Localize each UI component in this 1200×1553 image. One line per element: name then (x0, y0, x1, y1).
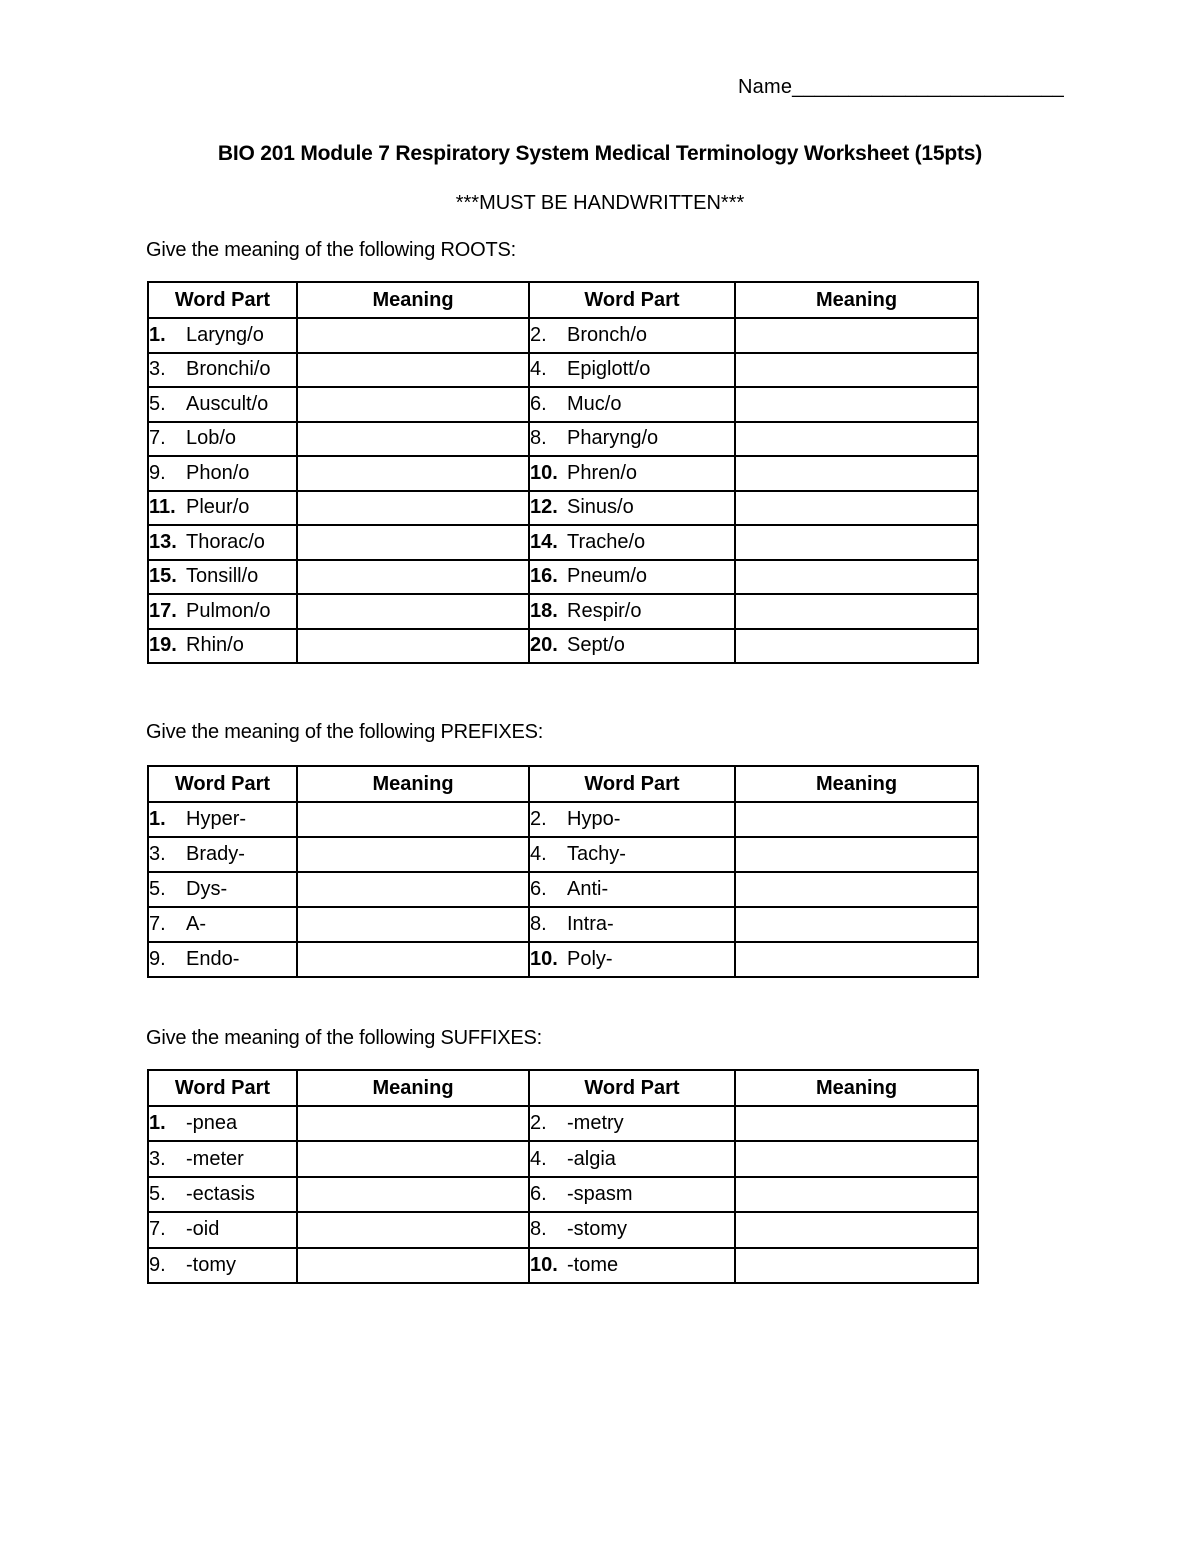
header-row (148, 282, 978, 318)
meaning-cell (297, 837, 529, 872)
meaning-cell (297, 525, 529, 560)
word-part-cell (529, 560, 735, 595)
word-part-text: Trache/o (567, 530, 646, 553)
word-part-cell (148, 837, 297, 872)
word-part-text: Poly- (567, 948, 613, 970)
row-number: 10. (530, 948, 558, 970)
row-number: 3. (149, 843, 166, 865)
meaning-cell (735, 491, 978, 526)
word-part-text: -tomy (186, 1253, 236, 1276)
meaning-cell (297, 942, 529, 977)
word-part-cell (148, 907, 297, 942)
row-number: 4. (530, 843, 547, 865)
prefixes-table (147, 765, 979, 978)
word-part-cell (148, 1248, 297, 1283)
suffixes-instruction: Give the meaning of the following SUFFIXES: (146, 1027, 543, 1049)
meaning-cell (735, 1106, 978, 1141)
word-part-cell (529, 594, 735, 629)
table-row (148, 387, 978, 422)
row-number: 7. (149, 427, 166, 450)
row-number: 11. (149, 496, 176, 519)
word-part-text: Epiglott/o (567, 358, 651, 381)
meaning-cell (297, 387, 529, 422)
column-header: Meaning (297, 282, 529, 318)
meaning-cell (297, 1177, 529, 1212)
column-header: Word Part (148, 282, 297, 318)
word-part-text: Sept/o (567, 634, 625, 657)
row-number: 6. (530, 878, 547, 900)
row-number: 1. (149, 808, 166, 830)
meaning-cell (297, 491, 529, 526)
meaning-cell (297, 318, 529, 353)
word-part-cell (529, 456, 735, 491)
column-header: Meaning (735, 766, 978, 802)
meaning-cell (735, 353, 978, 388)
word-part-cell (529, 907, 735, 942)
column-header: Word Part (529, 282, 735, 318)
word-part-text: Intra- (567, 913, 614, 935)
row-number: 3. (149, 358, 166, 381)
meaning-cell (735, 422, 978, 457)
meaning-cell (735, 1141, 978, 1176)
word-part-text: Auscult/o (186, 392, 269, 415)
word-part-cell (148, 1141, 297, 1176)
meaning-cell (297, 422, 529, 457)
table-row (148, 1106, 978, 1141)
word-part-text: Thorac/o (186, 530, 265, 553)
meaning-cell (297, 802, 529, 837)
word-part-cell (529, 491, 735, 526)
meaning-cell (297, 353, 529, 388)
word-part-text: -algia (567, 1147, 616, 1170)
table-row (148, 422, 978, 457)
name-label: Name (738, 76, 793, 98)
roots-instruction: Give the meaning of the following ROOTS: (146, 239, 516, 261)
meaning-cell (297, 456, 529, 491)
meaning-cell (297, 594, 529, 629)
row-number: 10. (530, 1253, 558, 1276)
suffixes-table (147, 1069, 979, 1284)
table-row (148, 629, 978, 664)
word-part-cell (529, 629, 735, 664)
row-number: 17. (149, 599, 177, 622)
table-row (148, 907, 978, 942)
row-number: 19. (149, 634, 177, 657)
word-part-cell (529, 1177, 735, 1212)
row-number: 8. (530, 913, 547, 935)
word-part-cell (529, 525, 735, 560)
table-row (148, 837, 978, 872)
word-part-text: Endo- (186, 948, 240, 970)
word-part-text: Pneum/o (567, 565, 648, 588)
meaning-cell (297, 1248, 529, 1283)
word-part-text: Lob/o (186, 427, 237, 450)
row-number: 2. (530, 323, 547, 346)
row-number: 9. (149, 1253, 166, 1276)
name-blank-line: ________________________ (792, 76, 1064, 98)
row-number: 6. (530, 1182, 547, 1205)
word-part-cell (529, 1248, 735, 1283)
word-part-text: Anti- (567, 878, 609, 900)
table-row (148, 594, 978, 629)
meaning-cell (735, 318, 978, 353)
word-part-cell (148, 491, 297, 526)
table-row (148, 802, 978, 837)
word-part-cell (148, 387, 297, 422)
meaning-cell (735, 1177, 978, 1212)
row-number: 2. (530, 808, 547, 830)
word-part-text: Respir/o (567, 599, 642, 622)
row-number: 5. (149, 878, 166, 900)
word-part-text: Bronch/o (567, 323, 648, 346)
table-row (148, 1248, 978, 1283)
column-header: Word Part (148, 1070, 297, 1106)
word-part-cell (529, 1106, 735, 1141)
meaning-cell (735, 872, 978, 907)
word-part-cell (529, 1141, 735, 1176)
row-number: 5. (149, 392, 166, 415)
row-number: 15. (149, 565, 177, 588)
word-part-text: Dys- (186, 878, 228, 900)
row-number: 12. (530, 496, 558, 519)
meaning-cell (297, 1141, 529, 1176)
word-part-cell (148, 629, 297, 664)
table-row (148, 1141, 978, 1176)
word-part-cell (148, 802, 297, 837)
word-part-text: -pnea (186, 1112, 238, 1135)
row-number: 4. (530, 1147, 547, 1170)
word-part-text: Pharyng/o (567, 427, 659, 450)
row-number: 1. (149, 1112, 166, 1135)
word-part-cell (529, 387, 735, 422)
column-header: Meaning (297, 766, 529, 802)
meaning-cell (735, 629, 978, 664)
word-part-text: Tonsill/o (186, 565, 259, 588)
word-part-text: Tachy- (567, 843, 626, 865)
meaning-cell (297, 1106, 529, 1141)
prefixes-instruction: Give the meaning of the following PREFIXES: (146, 721, 544, 743)
row-number: 7. (149, 1218, 166, 1241)
word-part-text: Bronchi/o (186, 358, 271, 381)
word-part-cell (529, 422, 735, 457)
table-row (148, 942, 978, 977)
word-part-text: Pulmon/o (186, 599, 271, 622)
table-row (148, 1212, 978, 1247)
row-number: 2. (530, 1112, 547, 1135)
word-part-text: -metry (567, 1112, 624, 1135)
word-part-cell (529, 1212, 735, 1247)
table-row (148, 872, 978, 907)
row-number: 10. (530, 461, 558, 484)
meaning-cell (297, 629, 529, 664)
word-part-text: Hypo- (567, 808, 621, 830)
meaning-cell (735, 1248, 978, 1283)
name-line (738, 76, 1064, 99)
row-number: 18. (530, 599, 558, 622)
table-row (148, 491, 978, 526)
table-row (148, 318, 978, 353)
word-part-text: Pleur/o (186, 496, 250, 519)
table-row (148, 1177, 978, 1212)
word-part-text: Rhin/o (186, 634, 244, 657)
row-number: 7. (149, 913, 166, 935)
meaning-cell (297, 907, 529, 942)
word-part-text: Brady- (186, 843, 245, 865)
meaning-cell (735, 1212, 978, 1247)
word-part-cell (148, 1212, 297, 1247)
meaning-cell (735, 837, 978, 872)
word-part-cell (148, 318, 297, 353)
word-part-cell (529, 802, 735, 837)
word-part-cell (148, 560, 297, 595)
word-part-text: -oid (186, 1218, 220, 1241)
meaning-cell (735, 802, 978, 837)
table-row (148, 525, 978, 560)
word-part-cell (529, 353, 735, 388)
meaning-cell (735, 907, 978, 942)
word-part-text: Sinus/o (567, 496, 634, 519)
column-header: Word Part (529, 1070, 735, 1106)
meaning-cell (297, 560, 529, 595)
word-part-text: -tome (567, 1253, 619, 1276)
meaning-cell (297, 872, 529, 907)
word-part-cell (148, 594, 297, 629)
column-header: Meaning (735, 1070, 978, 1106)
word-part-cell (529, 942, 735, 977)
roots-table (147, 281, 979, 664)
word-part-cell (529, 872, 735, 907)
word-part-cell (148, 422, 297, 457)
row-number: 1. (149, 323, 166, 346)
word-part-cell (148, 353, 297, 388)
row-number: 20. (530, 634, 558, 657)
table-row (148, 560, 978, 595)
word-part-text: Muc/o (567, 392, 622, 415)
column-header: Word Part (529, 766, 735, 802)
column-header: Word Part (148, 766, 297, 802)
row-number: 8. (530, 1218, 547, 1241)
word-part-cell (148, 942, 297, 977)
word-part-cell (148, 525, 297, 560)
word-part-text: Phren/o (567, 461, 638, 484)
row-number: 13. (149, 530, 177, 553)
meaning-cell (735, 456, 978, 491)
word-part-text: Hyper- (186, 808, 247, 830)
meaning-cell (735, 594, 978, 629)
word-part-cell (529, 837, 735, 872)
meaning-cell (735, 387, 978, 422)
row-number: 9. (149, 948, 166, 970)
word-part-cell (148, 1177, 297, 1212)
meaning-cell (735, 525, 978, 560)
meaning-cell (735, 560, 978, 595)
page-subtitle: ***MUST BE HANDWRITTEN*** (455, 192, 745, 214)
column-header: Meaning (297, 1070, 529, 1106)
meaning-cell (735, 942, 978, 977)
word-part-cell (148, 456, 297, 491)
word-part-text: Phon/o (186, 461, 250, 484)
row-number: 14. (530, 530, 558, 553)
word-part-text: -spasm (567, 1182, 633, 1205)
word-part-cell (148, 1106, 297, 1141)
word-part-text: -stomy (567, 1218, 627, 1241)
row-number: 6. (530, 392, 547, 415)
page-title: BIO 201 Module 7 Respiratory System Medical Terminology Worksheet (15pts) (217, 142, 983, 165)
row-number: 5. (149, 1182, 166, 1205)
table-row (148, 353, 978, 388)
word-part-text: -meter (186, 1147, 244, 1170)
column-header: Meaning (735, 282, 978, 318)
word-part-text: -ectasis (186, 1182, 255, 1205)
row-number: 8. (530, 427, 547, 450)
row-number: 9. (149, 461, 166, 484)
word-part-cell (148, 872, 297, 907)
header-row (148, 766, 978, 802)
word-part-text: A- (186, 913, 206, 935)
word-part-text: Laryng/o (186, 323, 264, 346)
word-part-cell (529, 318, 735, 353)
meaning-cell (297, 1212, 529, 1247)
row-number: 16. (530, 565, 558, 588)
table-row (148, 456, 978, 491)
row-number: 3. (149, 1147, 166, 1170)
header-row (148, 1070, 978, 1106)
row-number: 4. (530, 358, 547, 381)
